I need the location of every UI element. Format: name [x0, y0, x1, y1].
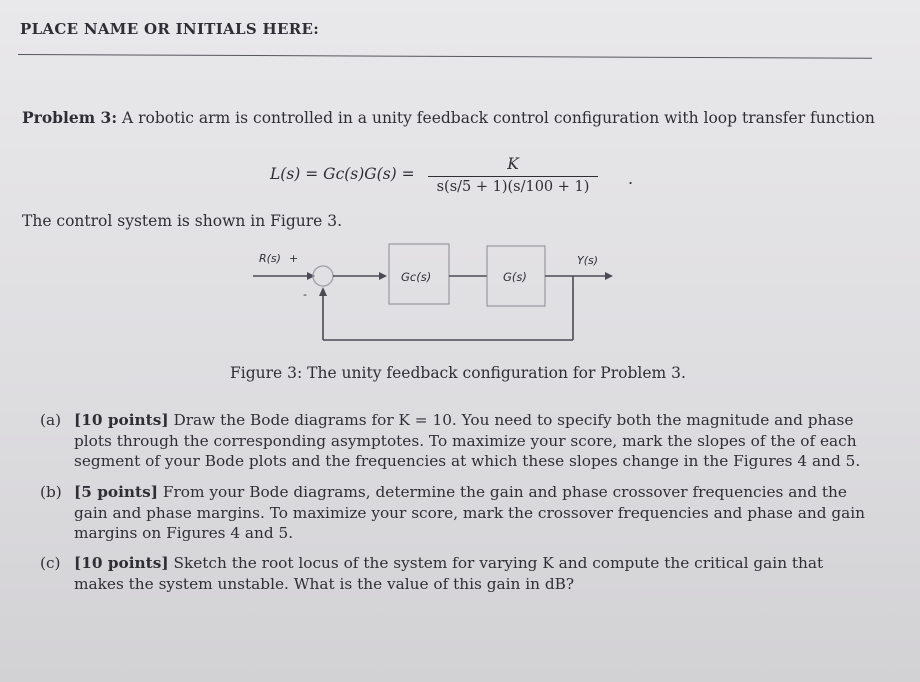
part-c-points: [10 points] — [74, 554, 169, 572]
part-b — [40, 482, 876, 544]
minus-sign: - — [303, 288, 307, 301]
summing-junction — [313, 266, 333, 286]
equation-lhs: L(s) = Gc(s)G(s) = — [270, 165, 415, 183]
equation-trail: . — [628, 169, 634, 188]
plant-label: G(s) — [503, 270, 527, 284]
input-label: R(s) — [259, 252, 281, 265]
part-a-label: (a) — [40, 411, 62, 429]
name-underline[interactable] — [18, 54, 872, 59]
problem-intro: A robotic arm is controlled in a unity feedback control configuration with loop transfer function — [122, 109, 875, 127]
part-b-text: From your Bode diagrams, determine the gain and phase crossover frequencies and the gain and phase margins. To maximize your score, mark the crossover frequencies and phase and gain margins on Figures 4 and 5. — [74, 483, 866, 542]
output-label: Y(s) — [577, 254, 599, 267]
transfer-function-equation — [270, 155, 650, 203]
equation-denominator: s(s/5 + 1)(s/100 + 1) — [436, 179, 590, 195]
part-a — [40, 410, 876, 472]
part-b-label: (b) — [40, 483, 62, 501]
problem-statement — [22, 108, 882, 128]
output-arrow — [605, 272, 613, 280]
part-c-label: (c) — [40, 554, 61, 572]
plus-sign: + — [289, 252, 299, 265]
name-field-label: PLACE NAME OR INITIALS HERE: — [20, 20, 320, 38]
block-diagram — [245, 240, 625, 352]
part-c-text: Sketch the root locus of the system for varying K and compute the critical gain that makes the system unstable. What is the value of this gain in dB? — [74, 554, 824, 593]
part-c — [40, 553, 876, 594]
controller-input-arrow — [379, 272, 387, 280]
part-a-text: Draw the Bode diagrams for K = 10. You need to specify both the magnitude and phase plots through the corresponding asymptotes. To maximize your score, mark the slopes of the of each segment of your Bode plots and the frequencies at which these slopes change in the Figures 4 and 5. — [74, 411, 861, 470]
feedback-arrow — [319, 287, 327, 296]
equation-fraction — [428, 155, 598, 195]
equation-numerator: K — [507, 155, 519, 173]
fraction-bar — [428, 176, 598, 177]
problem-number: Problem 3: — [22, 108, 118, 127]
part-a-points: [10 points] — [74, 411, 169, 429]
system-shown-text: The control system is shown in Figure 3. — [22, 212, 343, 230]
controller-label: Gc(s) — [401, 270, 432, 284]
figure-caption: Figure 3: The unity feedback configuration for Problem 3. — [230, 364, 686, 382]
part-b-points: [5 points] — [74, 483, 158, 501]
